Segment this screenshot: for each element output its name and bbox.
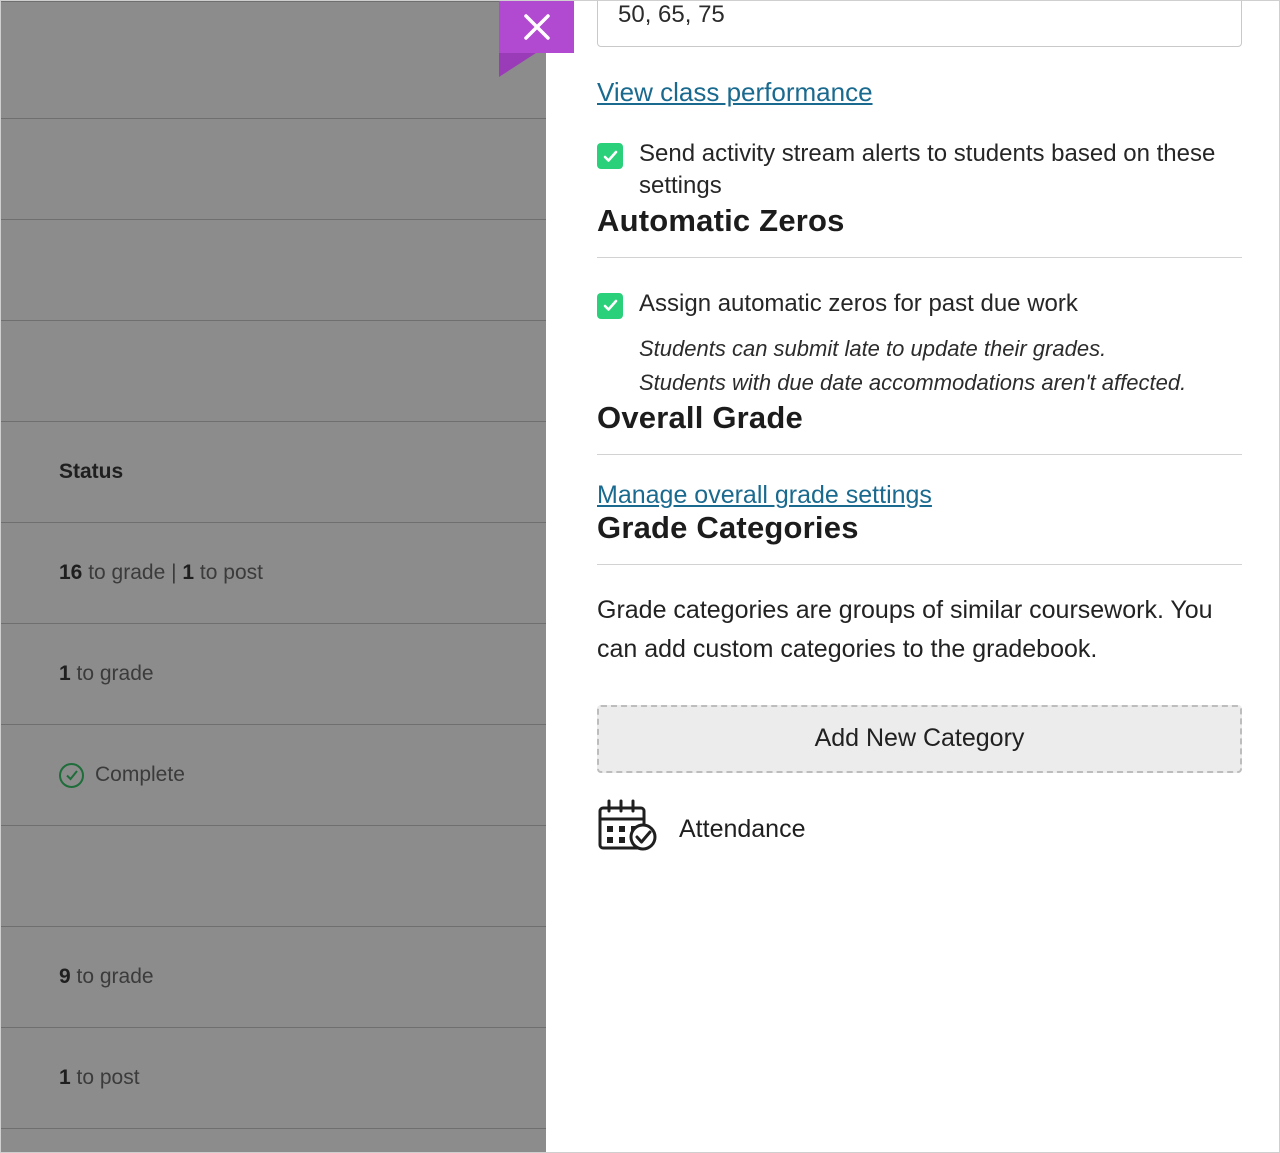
automatic-zeros-note-line-2: Students with due date accommodations aren't affected. xyxy=(639,370,1187,396)
table-row[interactable] xyxy=(1,725,546,826)
divider xyxy=(597,564,1242,565)
automatic-zeros-checkbox[interactable] xyxy=(597,293,623,319)
automatic-zeros-label: Assign automatic zeros for past due work xyxy=(639,289,1078,317)
grading-schemes-input-wrapper[interactable] xyxy=(597,1,1242,47)
grading-schemes-input[interactable] xyxy=(616,1,1223,30)
to-post-text: to post xyxy=(194,561,263,584)
status-cell xyxy=(59,1066,140,1090)
table-row[interactable] xyxy=(1,927,546,1028)
table-row[interactable] xyxy=(1,321,546,422)
check-circle-icon xyxy=(59,763,84,788)
status-badge: Complete xyxy=(95,763,185,786)
table-column-header-status[interactable] xyxy=(1,422,546,523)
close-tray-button[interactable] xyxy=(499,1,574,53)
section-heading-automatic-zeros: Automatic Zeros xyxy=(597,202,845,238)
status-cell xyxy=(59,965,154,989)
gradebook-settings-tray xyxy=(546,1,1280,1152)
add-new-category-label: Add New Category xyxy=(814,724,1025,753)
status-cell xyxy=(59,763,185,788)
table-row[interactable] xyxy=(1,523,546,624)
table-row[interactable] xyxy=(1,826,546,927)
automatic-zeros-note-line-1: Students can submit late to update their grades. xyxy=(639,336,1107,362)
to-grade-count: 9 xyxy=(59,965,71,988)
table-row[interactable] xyxy=(1,624,546,725)
attendance-calendar-icon xyxy=(597,799,659,860)
gradebook-backdrop xyxy=(1,1,546,1153)
status-cell xyxy=(59,662,154,686)
divider xyxy=(597,454,1242,455)
section-heading-overall-grade: Overall Grade xyxy=(597,400,803,436)
to-post-text: to post xyxy=(70,1066,140,1089)
automatic-zeros-row[interactable] xyxy=(597,288,1238,320)
grade-categories-description: Grade categories are groups of similar coursework. You can add custom categories to the gradebook. xyxy=(597,596,1213,664)
to-grade-count: 16 xyxy=(59,561,83,584)
activity-stream-alerts-row[interactable] xyxy=(597,138,1238,203)
grade-category-label: Attendance xyxy=(679,814,806,843)
add-new-category-button[interactable] xyxy=(597,705,1242,773)
to-grade-text: to grade xyxy=(70,965,154,988)
table-row[interactable] xyxy=(1,1129,546,1153)
to-post-count: 1 xyxy=(182,561,195,584)
cell-divider: | xyxy=(165,561,183,584)
grade-category-item-attendance[interactable] xyxy=(597,799,1238,860)
table-row[interactable] xyxy=(1,1028,546,1129)
activity-stream-alerts-checkbox[interactable] xyxy=(597,143,623,169)
manage-overall-grade-settings-link[interactable]: Manage overall grade settings xyxy=(597,481,932,510)
table-row[interactable] xyxy=(1,119,546,220)
section-heading-grade-categories: Grade Categories xyxy=(597,510,859,546)
table-row[interactable] xyxy=(1,220,546,321)
divider xyxy=(597,257,1242,258)
view-class-performance-link[interactable]: View class performance xyxy=(597,77,873,107)
table-row[interactable] xyxy=(1,1,546,119)
status-cell xyxy=(59,561,263,585)
to-grade-text: to grade xyxy=(82,561,166,584)
close-icon[interactable] xyxy=(499,1,574,53)
to-grade-text: to grade xyxy=(70,662,154,685)
to-post-count: 1 xyxy=(59,1066,71,1089)
to-grade-count: 1 xyxy=(59,662,71,685)
activity-stream-alerts-label: Send activity stream alerts to students based on these settings xyxy=(639,140,1216,200)
column-header-label: Status xyxy=(59,460,124,483)
